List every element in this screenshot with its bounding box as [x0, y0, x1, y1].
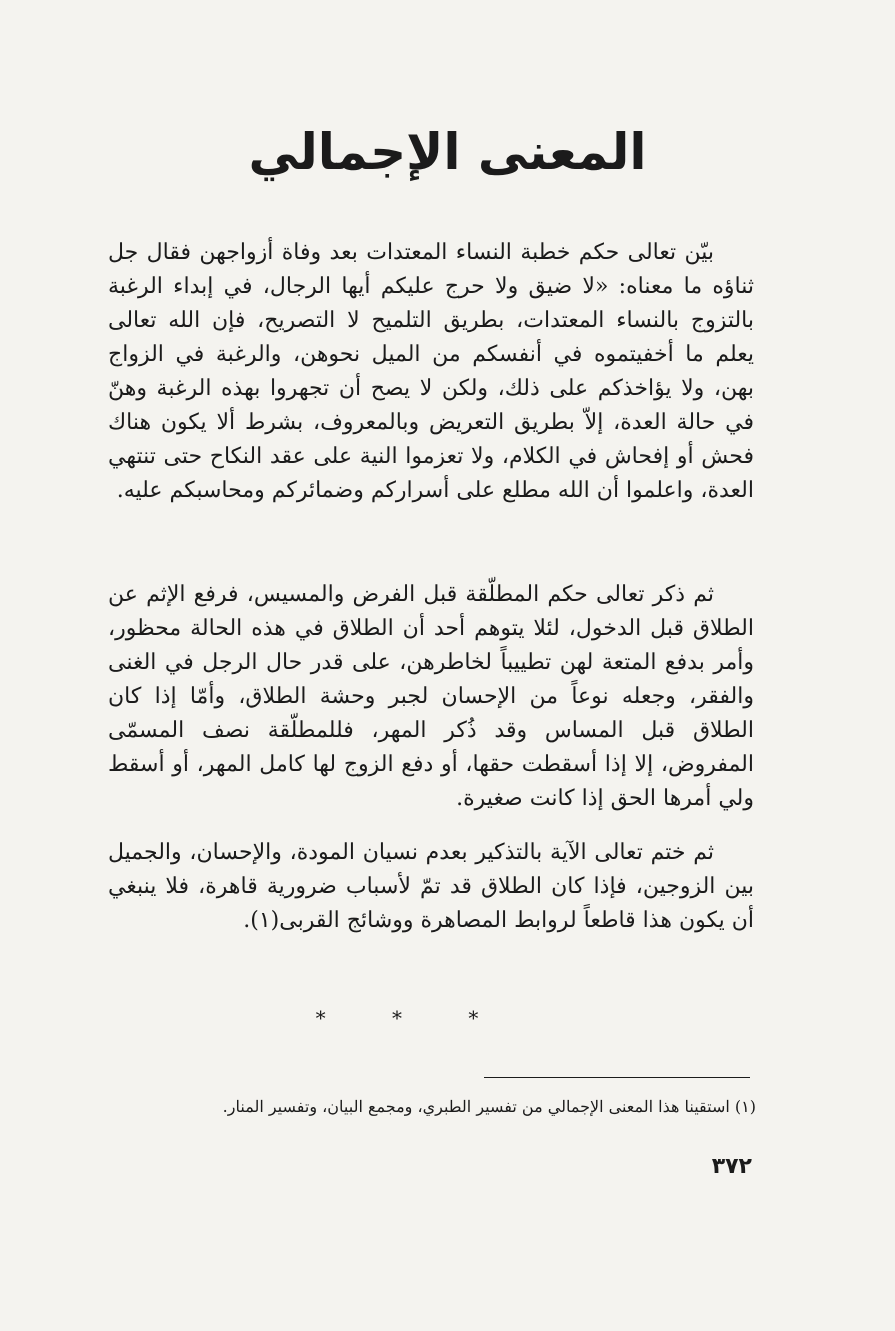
footnote: (١) استقينا هذا المعنى الإجمالي من تفسير الطبري، ومجمع البيان، وتفسير المنار. [222, 1097, 756, 1116]
paragraph-1 [108, 236, 754, 508]
paragraph-3 [108, 836, 754, 938]
paragraph-text: ثم ختم تعالى الآية بالتذكير بعدم نسيان المودة، والإحسان، والجميل بين الزوجين، فإذا كان الطلاق قد تمّ لأسباب ضرورية قاهرة، فلا ينبغي أن يكون هذا قاطعاً لروابط المصاهرة ووشائج القربى(١). [108, 840, 755, 933]
page-title: المعنى الإجمالي [248, 123, 647, 181]
section-separator: * * * [315, 1006, 509, 1030]
paragraph-text: ثم ذكر تعالى حكم المطلّقة قبل الفرض والمسيس، فرفع الإثم عن الطلاق قبل الدخول، لئلا يتوهم أحد أن الطلاق في هذه الحالة محظور، وأمر بدفع المتعة لهن تطييباً لخاطرهن، على قدر حال الرجل في الغنى والفقر، وجعله نوعاً من الإحسان لجبر وحشة الطلاق، وأمّا إذا كان الطلاق قبل المساس وقد ذُكر المهر، فللمطلّقة نصف المسمّى المفروض، إلا إذا أسقطت حقها، أو دفع الزوج لها كامل المهر، أو أسقط ولي أمرها الحق إذا كانت صغيرة. [108, 582, 754, 811]
paragraph-2 [108, 578, 754, 816]
paragraph-text: بيّن تعالى حكم خطبة النساء المعتدات بعد وفاة أزواجهن فقال جل ثناؤه ما معناه: «لا ضيق ولا حرج عليكم أيها الرجال، في إبداء الرغبة بالتزوج بالنساء المعتدات، بطريق التلميح لا التصريح، فإن الله تعالى يعلم ما أخفيتموه في أنفسكم من الميل نحوهن، والرغبة في الزواج بهن، ولا يؤاخذكم على ذلك، ولكن لا يصح أن تجهروا بهذه الرغبة وهنّ في حالة العدة، إلاّ بطريق التعريض وبالمعروف، بشرط ألا يكون هناك فحش أو إفحاش في الكلام، ولا تعزموا النية على عقد النكاح حتى تنتهي العدة، واعلموا أن الله مطلع على أسراركم وضمائركم ومحاسبكم عليه. [108, 240, 754, 503]
footnote-divider [484, 1077, 750, 1078]
page-number: ٣٧٢ [711, 1154, 752, 1179]
